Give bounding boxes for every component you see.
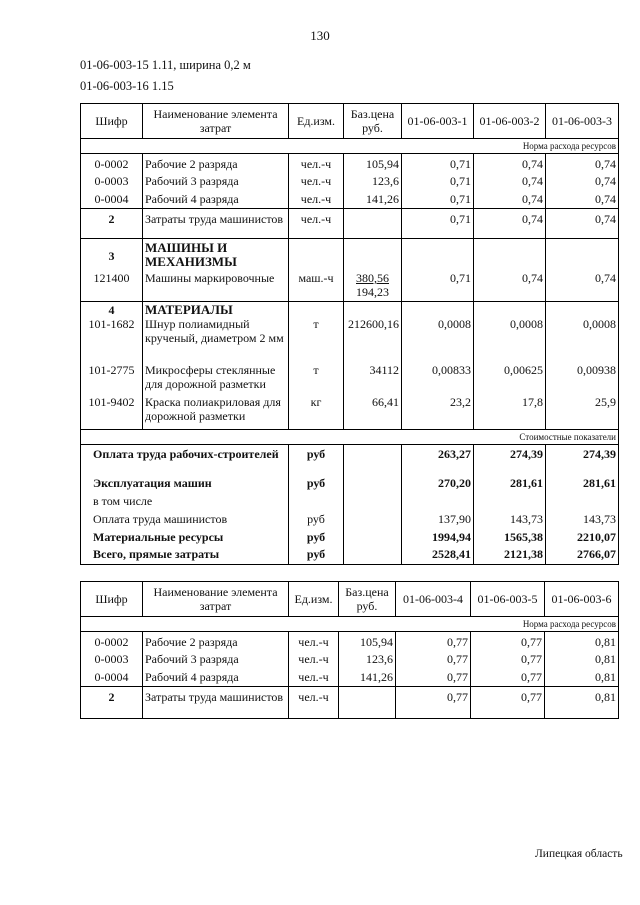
cost-row: [81, 512, 619, 530]
row-price: 123,6: [344, 172, 402, 190]
row-name: Краска полиакриловая для дорожной разметки: [143, 395, 289, 429]
row-price: [344, 269, 402, 301]
row-value: 0,81: [545, 668, 619, 687]
row-code: 101-2775: [81, 363, 143, 395]
section-title: МАШИНЫ И МЕХАНИЗМЫ: [143, 239, 289, 270]
header-col-6: 01-06-003-6: [545, 582, 619, 617]
row-name: Рабочий 4 разряда: [143, 190, 289, 209]
row-name: Рабочие 2 разряда: [143, 632, 289, 650]
cost-value: 263,27: [402, 444, 474, 476]
row-value: 0,77: [396, 687, 471, 719]
row-name: Рабочий 4 разряда: [143, 668, 289, 687]
cost-row: [81, 476, 619, 494]
cost-value: 1994,94: [402, 530, 474, 547]
row-value: 25,9: [546, 395, 619, 429]
cost-row: [81, 547, 619, 564]
row-unit: т: [289, 317, 344, 363]
cost-unit: руб: [289, 444, 344, 476]
cost-value: 2210,07: [546, 530, 619, 547]
row-value: 0,74: [474, 172, 546, 190]
cost-unit: руб: [289, 530, 344, 547]
material-row: [81, 395, 619, 429]
header-col-5: 01-06-003-5: [471, 582, 545, 617]
row-value: 23,2: [402, 395, 474, 429]
section-code: 2: [81, 687, 143, 719]
resource-table-2: [80, 581, 619, 719]
section-2-row: [81, 687, 619, 719]
row-value: 0,74: [546, 190, 619, 209]
row-value: 0,00938: [546, 363, 619, 395]
row-code: 101-9402: [81, 395, 143, 429]
cost-value: 274,39: [546, 444, 619, 476]
section-code: 3: [81, 239, 143, 270]
row-value: 0,0008: [474, 317, 546, 363]
row-unit: чел.-ч: [289, 668, 339, 687]
row-value: 0,81: [545, 687, 619, 719]
row-code: 0-0004: [81, 668, 143, 687]
section-code: 2: [81, 209, 143, 239]
row-price: 141,26: [339, 668, 396, 687]
row-value: 0,74: [474, 269, 546, 301]
row-value: 0,77: [471, 632, 545, 650]
row-value: 0,0008: [402, 317, 474, 363]
cost-name: Всего, прямые затраты: [81, 547, 289, 564]
table-header: [81, 104, 619, 139]
machine-price: 380,56: [356, 271, 389, 285]
row-name: Шнур полиамидный крученый, диаметром 2 мм: [143, 317, 289, 363]
header-code: Шифр: [81, 582, 143, 617]
header-name: Наименование элемента затрат: [143, 104, 289, 139]
cost-name: Эксплуатация машин: [81, 476, 289, 494]
code-line-2: 01-06-003-16 1.15: [80, 79, 174, 93]
cost-value: 137,90: [402, 512, 474, 530]
row-value: 0,71: [402, 269, 474, 301]
header-name: Наименование элемента затрат: [143, 582, 289, 617]
row-code: 0-0003: [81, 172, 143, 190]
cost-value: 274,39: [474, 444, 546, 476]
norm-label: Норма расхода ресурсов: [396, 617, 619, 632]
cost-name: в том числе: [81, 494, 289, 512]
footer-region: Липецкая область: [535, 848, 623, 860]
table-row: [81, 632, 619, 650]
table-row: [81, 172, 619, 190]
cost-value: 143,73: [474, 512, 546, 530]
row-name: Машины маркировочные: [143, 269, 289, 301]
row-value: 0,74: [546, 172, 619, 190]
section-4-row: [81, 301, 619, 317]
row-value: 0,74: [546, 154, 619, 172]
row-price: 105,94: [339, 632, 396, 650]
header-code: Шифр: [81, 104, 143, 139]
row-value: 0,00625: [474, 363, 546, 395]
cost-value: 2121,38: [474, 547, 546, 564]
section-code: 4: [81, 301, 143, 317]
row-code: 0-0004: [81, 190, 143, 209]
machine-price-2: 194,23: [356, 285, 389, 299]
table-row: [81, 190, 619, 209]
row-value: 0,77: [471, 687, 545, 719]
row-value: 0,0008: [546, 317, 619, 363]
cost-value: 281,61: [474, 476, 546, 494]
row-value: 0,74: [546, 209, 619, 239]
row-unit: чел.-ч: [289, 650, 339, 668]
cost-row: [81, 530, 619, 547]
row-value: 0,77: [396, 668, 471, 687]
row-name: Рабочий 3 разряда: [143, 172, 289, 190]
row-code: 0-0002: [81, 632, 143, 650]
section-2-row: [81, 209, 619, 239]
row-value: 0,74: [474, 209, 546, 239]
machine-row: [81, 269, 619, 301]
cost-name: Оплата труда машинистов: [81, 512, 289, 530]
cost-value: 270,20: [402, 476, 474, 494]
row-code: 0-0003: [81, 650, 143, 668]
norm-label-row: [81, 139, 619, 154]
row-value: 0,81: [545, 632, 619, 650]
header-col-2: 01-06-003-2: [474, 104, 546, 139]
section-title: МАТЕРИАЛЫ: [143, 301, 289, 317]
table-header: [81, 582, 619, 617]
header-unit: Ед.изм.: [289, 582, 339, 617]
material-row: [81, 317, 619, 363]
cost-unit: руб: [289, 512, 344, 530]
material-row: [81, 363, 619, 395]
cost-row: [81, 444, 619, 476]
header-unit: Ед.изм.: [289, 104, 344, 139]
norm-label-row: [81, 617, 619, 632]
row-unit: чел.-ч: [289, 172, 344, 190]
row-code: 0-0002: [81, 154, 143, 172]
table-row: [81, 650, 619, 668]
row-unit: чел.-ч: [289, 632, 339, 650]
row-unit: т: [289, 363, 344, 395]
table-row: [81, 154, 619, 172]
row-value: 0,77: [396, 650, 471, 668]
cost-value: 143,73: [546, 512, 619, 530]
cost-unit: руб: [289, 547, 344, 564]
row-value: 0,71: [402, 190, 474, 209]
row-unit: кг: [289, 395, 344, 429]
row-code: 101-1682: [81, 317, 143, 363]
section-unit: чел.-ч: [289, 209, 344, 239]
cost-value: 1565,38: [474, 530, 546, 547]
row-unit: чел.-ч: [289, 154, 344, 172]
resource-table-1: [80, 103, 619, 565]
norm-label: Норма расхода ресурсов: [402, 139, 619, 154]
section-unit: чел.-ч: [289, 687, 339, 719]
header-col-4: 01-06-003-4: [396, 582, 471, 617]
cost-unit: руб: [289, 476, 344, 494]
row-value: 0,81: [545, 650, 619, 668]
row-value: 0,77: [471, 668, 545, 687]
page-number: 130: [310, 28, 330, 43]
section-name: Затраты труда машинистов: [143, 209, 289, 239]
cost-label: Стоимостные показатели: [402, 429, 619, 444]
cost-name: Материальные ресурсы: [81, 530, 289, 547]
row-price: 141,26: [344, 190, 402, 209]
cost-row: [81, 494, 619, 512]
cost-name: Оплата труда рабочих-строителей: [81, 444, 289, 476]
header-price: Баз.цена руб.: [344, 104, 402, 139]
row-unit: маш.-ч: [289, 269, 344, 301]
row-value: 0,74: [474, 154, 546, 172]
row-value: 0,00833: [402, 363, 474, 395]
row-value: 17,8: [474, 395, 546, 429]
row-value: 0,71: [402, 154, 474, 172]
row-value: 0,71: [402, 209, 474, 239]
header-col-3: 01-06-003-3: [546, 104, 619, 139]
row-price: 105,94: [344, 154, 402, 172]
row-unit: чел.-ч: [289, 190, 344, 209]
row-value: 0,74: [546, 269, 619, 301]
cost-value: 281,61: [546, 476, 619, 494]
row-value: 0,77: [471, 650, 545, 668]
row-price: 66,41: [344, 395, 402, 429]
header-price: Баз.цена руб.: [339, 582, 396, 617]
code-line-1: 01-06-003-15 1.11, ширина 0,2 м: [80, 58, 251, 72]
row-name: Рабочий 3 разряда: [143, 650, 289, 668]
row-price: 212600,16: [344, 317, 402, 363]
table-row: [81, 668, 619, 687]
cost-label-row: [81, 429, 619, 444]
row-price: 123,6: [339, 650, 396, 668]
row-code: 121400: [81, 269, 143, 301]
row-value: 0,74: [474, 190, 546, 209]
row-value: 0,71: [402, 172, 474, 190]
row-name: Микросферы стеклянные для дорожной разметки: [143, 363, 289, 395]
cost-value: 2766,07: [546, 547, 619, 564]
row-value: 0,77: [396, 632, 471, 650]
row-name: Рабочие 2 разряда: [143, 154, 289, 172]
section-name: Затраты труда машинистов: [143, 687, 289, 719]
header-col-1: 01-06-003-1: [402, 104, 474, 139]
row-price: 34112: [344, 363, 402, 395]
cost-value: 2528,41: [402, 547, 474, 564]
section-3-row: [81, 239, 619, 270]
